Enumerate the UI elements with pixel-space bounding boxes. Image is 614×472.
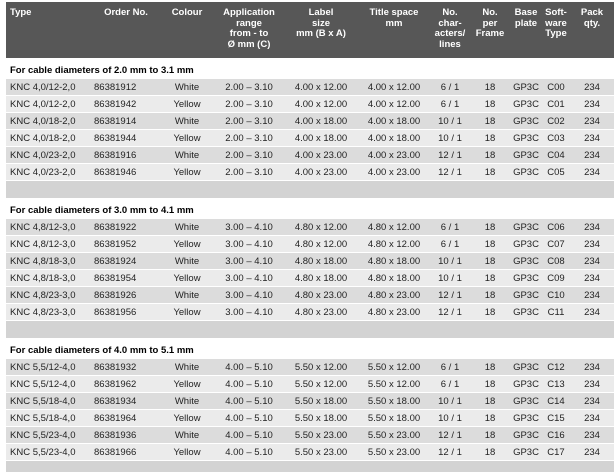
product-table-sheet bbox=[6, 2, 594, 472]
cell-characters-lines: 12 / 1 bbox=[430, 427, 470, 444]
header-line: Application bbox=[214, 8, 284, 19]
cell-application-range: 3.00 – 4.10 bbox=[214, 236, 284, 253]
cell-software-type: C16 bbox=[542, 427, 570, 444]
cell-colour: White bbox=[160, 253, 214, 270]
cell-label-size: 4.80 x 12.00 bbox=[284, 219, 358, 236]
cell-colour: Yellow bbox=[160, 376, 214, 393]
cell-order-no: 86381934 bbox=[92, 393, 160, 410]
section-title-row bbox=[6, 202, 614, 219]
header-line: Soft- bbox=[542, 8, 570, 19]
header-line: mm (B x A) bbox=[284, 29, 358, 40]
table-row bbox=[6, 444, 614, 461]
cell-pack-qty: 234 bbox=[570, 147, 614, 164]
cell-application-range: 4.00 – 5.10 bbox=[214, 427, 284, 444]
table-row bbox=[6, 164, 614, 181]
cell-base-plate: GP3C bbox=[510, 359, 542, 376]
cell-application-range: 2.00 – 3.10 bbox=[214, 79, 284, 96]
cell-type: KNC 5,5/12-4,0 bbox=[6, 359, 92, 376]
cell-per-frame: 18 bbox=[470, 444, 510, 461]
cell-application-range: 3.00 – 4.10 bbox=[214, 270, 284, 287]
cell-base-plate: GP3C bbox=[510, 287, 542, 304]
header-line: Frame bbox=[470, 29, 510, 40]
cell-colour: White bbox=[160, 287, 214, 304]
cell-application-range: 4.00 – 5.10 bbox=[214, 444, 284, 461]
cell-type: KNC 4,8/12-3,0 bbox=[6, 219, 92, 236]
cell-order-no: 86381932 bbox=[92, 359, 160, 376]
cell-characters-lines: 12 / 1 bbox=[430, 304, 470, 321]
cell-title-space: 4.00 x 23.00 bbox=[358, 147, 430, 164]
table-row bbox=[6, 304, 614, 321]
cell-label-size: 4.00 x 18.00 bbox=[284, 113, 358, 130]
cell-characters-lines: 6 / 1 bbox=[430, 79, 470, 96]
cell-label-size: 4.00 x 23.00 bbox=[284, 147, 358, 164]
cell-colour: Yellow bbox=[160, 164, 214, 181]
cell-order-no: 86381964 bbox=[92, 410, 160, 427]
cell-type: KNC 4,8/23-3,0 bbox=[6, 287, 92, 304]
cell-order-no: 86381962 bbox=[92, 376, 160, 393]
header-title-space bbox=[358, 2, 430, 58]
cell-pack-qty: 234 bbox=[570, 410, 614, 427]
table-row bbox=[6, 270, 614, 287]
header-line: ware bbox=[542, 19, 570, 30]
cell-order-no: 86381922 bbox=[92, 219, 160, 236]
cell-characters-lines: 6 / 1 bbox=[430, 219, 470, 236]
cell-per-frame: 18 bbox=[470, 253, 510, 270]
cell-application-range: 2.00 – 3.10 bbox=[214, 96, 284, 113]
header-characters-lines bbox=[430, 2, 470, 58]
cell-type: KNC 4,8/18-3,0 bbox=[6, 253, 92, 270]
cell-per-frame: 18 bbox=[470, 287, 510, 304]
cell-type: KNC 5,5/18-4,0 bbox=[6, 393, 92, 410]
table-row bbox=[6, 410, 614, 427]
cell-software-type: C10 bbox=[542, 287, 570, 304]
cell-base-plate: GP3C bbox=[510, 147, 542, 164]
cell-per-frame: 18 bbox=[470, 359, 510, 376]
cell-label-size: 4.00 x 12.00 bbox=[284, 96, 358, 113]
cell-base-plate: GP3C bbox=[510, 253, 542, 270]
table-header bbox=[6, 2, 614, 58]
cell-per-frame: 18 bbox=[470, 113, 510, 130]
cell-order-no: 86381966 bbox=[92, 444, 160, 461]
cell-base-plate: GP3C bbox=[510, 130, 542, 147]
cell-type: KNC 5,5/12-4,0 bbox=[6, 376, 92, 393]
cell-colour: White bbox=[160, 359, 214, 376]
cell-pack-qty: 234 bbox=[570, 359, 614, 376]
cell-application-range: 2.00 – 3.10 bbox=[214, 113, 284, 130]
cell-colour: Yellow bbox=[160, 96, 214, 113]
cell-title-space: 4.80 x 18.00 bbox=[358, 253, 430, 270]
cell-type: KNC 5,5/23-4,0 bbox=[6, 427, 92, 444]
cell-order-no: 86381916 bbox=[92, 147, 160, 164]
cell-title-space: 5.50 x 23.00 bbox=[358, 444, 430, 461]
cell-application-range: 3.00 – 4.10 bbox=[214, 253, 284, 270]
cell-title-space: 5.50 x 18.00 bbox=[358, 410, 430, 427]
header-line: range bbox=[214, 19, 284, 30]
cell-colour: White bbox=[160, 113, 214, 130]
cell-label-size: 4.00 x 18.00 bbox=[284, 130, 358, 147]
cell-colour: Yellow bbox=[160, 130, 214, 147]
cell-order-no: 86381954 bbox=[92, 270, 160, 287]
cell-software-type: C11 bbox=[542, 304, 570, 321]
header-label-size bbox=[284, 2, 358, 58]
header-base-plate bbox=[510, 2, 542, 58]
cell-colour: White bbox=[160, 147, 214, 164]
header-line: Label bbox=[284, 8, 358, 19]
header-type: Type bbox=[6, 2, 92, 58]
section-title: For cable diameters of 4.0 mm to 5.1 mm bbox=[6, 342, 614, 359]
header-line: qty. bbox=[570, 19, 614, 30]
cell-type: KNC 4,0/18-2,0 bbox=[6, 130, 92, 147]
cell-title-space: 4.00 x 12.00 bbox=[358, 96, 430, 113]
cell-pack-qty: 234 bbox=[570, 270, 614, 287]
cell-title-space: 4.80 x 23.00 bbox=[358, 304, 430, 321]
cell-application-range: 2.00 – 3.10 bbox=[214, 147, 284, 164]
cell-per-frame: 18 bbox=[470, 270, 510, 287]
cell-software-type: C06 bbox=[542, 219, 570, 236]
table-row bbox=[6, 287, 614, 304]
cell-order-no: 86381944 bbox=[92, 130, 160, 147]
cell-order-no: 86381942 bbox=[92, 96, 160, 113]
header-line: No. bbox=[430, 8, 470, 19]
product-table bbox=[6, 2, 614, 472]
cell-pack-qty: 234 bbox=[570, 113, 614, 130]
header-colour: Colour bbox=[160, 2, 214, 58]
cell-type: KNC 4,0/23-2,0 bbox=[6, 164, 92, 181]
cell-software-type: C00 bbox=[542, 79, 570, 96]
cell-type: KNC 4,8/23-3,0 bbox=[6, 304, 92, 321]
cell-title-space: 4.80 x 18.00 bbox=[358, 270, 430, 287]
header-row bbox=[6, 2, 614, 58]
header-line: Pack bbox=[570, 8, 614, 19]
table-row bbox=[6, 236, 614, 253]
header-line: Title space bbox=[358, 8, 430, 19]
cell-characters-lines: 12 / 1 bbox=[430, 164, 470, 181]
header-line: Type bbox=[542, 29, 570, 40]
cell-title-space: 4.00 x 18.00 bbox=[358, 113, 430, 130]
section-divider-band bbox=[6, 321, 614, 339]
header-line: plate bbox=[510, 19, 542, 30]
cell-software-type: C13 bbox=[542, 376, 570, 393]
cell-base-plate: GP3C bbox=[510, 79, 542, 96]
cell-characters-lines: 10 / 1 bbox=[430, 130, 470, 147]
cell-label-size: 5.50 x 23.00 bbox=[284, 444, 358, 461]
cell-title-space: 5.50 x 12.00 bbox=[358, 376, 430, 393]
cell-type: KNC 5,5/18-4,0 bbox=[6, 410, 92, 427]
cell-characters-lines: 6 / 1 bbox=[430, 359, 470, 376]
cell-per-frame: 18 bbox=[470, 130, 510, 147]
cell-per-frame: 18 bbox=[470, 410, 510, 427]
cell-title-space: 4.80 x 23.00 bbox=[358, 287, 430, 304]
cell-software-type: C15 bbox=[542, 410, 570, 427]
cell-software-type: C14 bbox=[542, 393, 570, 410]
section-divider-band bbox=[6, 461, 614, 472]
cell-per-frame: 18 bbox=[470, 96, 510, 113]
cell-base-plate: GP3C bbox=[510, 113, 542, 130]
table-row bbox=[6, 393, 614, 410]
cell-label-size: 4.80 x 18.00 bbox=[284, 253, 358, 270]
cell-title-space: 4.80 x 12.00 bbox=[358, 219, 430, 236]
cell-pack-qty: 234 bbox=[570, 376, 614, 393]
table-row bbox=[6, 130, 614, 147]
cell-application-range: 3.00 – 4.10 bbox=[214, 287, 284, 304]
cell-software-type: C01 bbox=[542, 96, 570, 113]
cell-application-range: 2.00 – 3.10 bbox=[214, 164, 284, 181]
cell-characters-lines: 6 / 1 bbox=[430, 376, 470, 393]
cell-label-size: 5.50 x 18.00 bbox=[284, 410, 358, 427]
cell-per-frame: 18 bbox=[470, 79, 510, 96]
divider-cell bbox=[6, 181, 614, 199]
cell-software-type: C17 bbox=[542, 444, 570, 461]
table-row bbox=[6, 96, 614, 113]
header-line: Ø mm (C) bbox=[214, 40, 284, 51]
header-software-type bbox=[542, 2, 570, 58]
divider-cell bbox=[6, 461, 614, 472]
cell-software-type: C03 bbox=[542, 130, 570, 147]
header-pack-qty bbox=[570, 2, 614, 58]
cell-software-type: C09 bbox=[542, 270, 570, 287]
cell-application-range: 4.00 – 5.10 bbox=[214, 410, 284, 427]
cell-base-plate: GP3C bbox=[510, 376, 542, 393]
header-line: from - to bbox=[214, 29, 284, 40]
cell-software-type: C07 bbox=[542, 236, 570, 253]
table-body bbox=[6, 58, 614, 472]
header-application-range bbox=[214, 2, 284, 58]
cell-software-type: C02 bbox=[542, 113, 570, 130]
cell-characters-lines: 12 / 1 bbox=[430, 287, 470, 304]
cell-title-space: 5.50 x 18.00 bbox=[358, 393, 430, 410]
cell-title-space: 4.00 x 12.00 bbox=[358, 79, 430, 96]
cell-order-no: 86381946 bbox=[92, 164, 160, 181]
cell-colour: Yellow bbox=[160, 444, 214, 461]
cell-type: KNC 4,0/18-2,0 bbox=[6, 113, 92, 130]
header-order-no: Order No. bbox=[92, 2, 160, 58]
cell-base-plate: GP3C bbox=[510, 270, 542, 287]
cell-pack-qty: 234 bbox=[570, 79, 614, 96]
section-title: For cable diameters of 3.0 mm to 4.1 mm bbox=[6, 202, 614, 219]
cell-type: KNC 4,0/12-2,0 bbox=[6, 79, 92, 96]
cell-application-range: 4.00 – 5.10 bbox=[214, 393, 284, 410]
cell-per-frame: 18 bbox=[470, 164, 510, 181]
cell-order-no: 86381912 bbox=[92, 79, 160, 96]
cell-title-space: 4.80 x 12.00 bbox=[358, 236, 430, 253]
cell-title-space: 4.00 x 18.00 bbox=[358, 130, 430, 147]
cell-characters-lines: 10 / 1 bbox=[430, 113, 470, 130]
cell-characters-lines: 10 / 1 bbox=[430, 410, 470, 427]
cell-title-space: 5.50 x 12.00 bbox=[358, 359, 430, 376]
header-line: per bbox=[470, 19, 510, 30]
header-line: acters/ bbox=[430, 29, 470, 40]
cell-software-type: C12 bbox=[542, 359, 570, 376]
header-line: size bbox=[284, 19, 358, 30]
cell-order-no: 86381936 bbox=[92, 427, 160, 444]
table-row bbox=[6, 219, 614, 236]
table-row bbox=[6, 427, 614, 444]
cell-order-no: 86381914 bbox=[92, 113, 160, 130]
cell-colour: Yellow bbox=[160, 270, 214, 287]
cell-order-no: 86381956 bbox=[92, 304, 160, 321]
cell-title-space: 5.50 x 23.00 bbox=[358, 427, 430, 444]
cell-software-type: C05 bbox=[542, 164, 570, 181]
cell-application-range: 3.00 – 4.10 bbox=[214, 219, 284, 236]
cell-label-size: 5.50 x 12.00 bbox=[284, 359, 358, 376]
cell-colour: White bbox=[160, 79, 214, 96]
table-row bbox=[6, 253, 614, 270]
cell-pack-qty: 234 bbox=[570, 236, 614, 253]
cell-application-range: 4.00 – 5.10 bbox=[214, 376, 284, 393]
cell-label-size: 4.80 x 23.00 bbox=[284, 287, 358, 304]
section-title-row bbox=[6, 342, 614, 359]
cell-base-plate: GP3C bbox=[510, 219, 542, 236]
cell-per-frame: 18 bbox=[470, 236, 510, 253]
cell-characters-lines: 12 / 1 bbox=[430, 444, 470, 461]
header-line: mm bbox=[358, 19, 430, 30]
cell-pack-qty: 234 bbox=[570, 164, 614, 181]
cell-characters-lines: 10 / 1 bbox=[430, 393, 470, 410]
cell-type: KNC 5,5/23-4,0 bbox=[6, 444, 92, 461]
cell-per-frame: 18 bbox=[470, 304, 510, 321]
cell-base-plate: GP3C bbox=[510, 236, 542, 253]
cell-label-size: 5.50 x 23.00 bbox=[284, 427, 358, 444]
section-title: For cable diameters of 2.0 mm to 3.1 mm bbox=[6, 62, 614, 79]
cell-pack-qty: 234 bbox=[570, 96, 614, 113]
cell-pack-qty: 234 bbox=[570, 287, 614, 304]
cell-label-size: 4.00 x 12.00 bbox=[284, 79, 358, 96]
table-row bbox=[6, 376, 614, 393]
header-line: No. bbox=[470, 8, 510, 19]
cell-label-size: 4.00 x 23.00 bbox=[284, 164, 358, 181]
cell-base-plate: GP3C bbox=[510, 427, 542, 444]
cell-colour: White bbox=[160, 393, 214, 410]
cell-colour: Yellow bbox=[160, 410, 214, 427]
section-title-row bbox=[6, 62, 614, 79]
cell-type: KNC 4,0/23-2,0 bbox=[6, 147, 92, 164]
cell-colour: Yellow bbox=[160, 236, 214, 253]
divider-cell bbox=[6, 321, 614, 339]
cell-label-size: 5.50 x 12.00 bbox=[284, 376, 358, 393]
cell-base-plate: GP3C bbox=[510, 304, 542, 321]
table-row bbox=[6, 359, 614, 376]
cell-per-frame: 18 bbox=[470, 147, 510, 164]
cell-pack-qty: 234 bbox=[570, 304, 614, 321]
cell-characters-lines: 10 / 1 bbox=[430, 270, 470, 287]
cell-colour: White bbox=[160, 427, 214, 444]
cell-characters-lines: 6 / 1 bbox=[430, 96, 470, 113]
cell-type: KNC 4,8/18-3,0 bbox=[6, 270, 92, 287]
header-line: char- bbox=[430, 19, 470, 30]
cell-colour: Yellow bbox=[160, 304, 214, 321]
cell-per-frame: 18 bbox=[470, 393, 510, 410]
cell-per-frame: 18 bbox=[470, 427, 510, 444]
cell-order-no: 86381926 bbox=[92, 287, 160, 304]
cell-application-range: 3.00 – 4.10 bbox=[214, 304, 284, 321]
cell-base-plate: GP3C bbox=[510, 410, 542, 427]
cell-type: KNC 4,8/12-3,0 bbox=[6, 236, 92, 253]
cell-pack-qty: 234 bbox=[570, 427, 614, 444]
cell-per-frame: 18 bbox=[470, 219, 510, 236]
header-line: lines bbox=[430, 40, 470, 51]
cell-colour: White bbox=[160, 219, 214, 236]
cell-type: KNC 4,0/12-2,0 bbox=[6, 96, 92, 113]
cell-label-size: 4.80 x 18.00 bbox=[284, 270, 358, 287]
cell-characters-lines: 6 / 1 bbox=[430, 236, 470, 253]
table-row bbox=[6, 147, 614, 164]
header-per-frame bbox=[470, 2, 510, 58]
cell-title-space: 4.00 x 23.00 bbox=[358, 164, 430, 181]
cell-software-type: C08 bbox=[542, 253, 570, 270]
cell-characters-lines: 10 / 1 bbox=[430, 253, 470, 270]
cell-order-no: 86381924 bbox=[92, 253, 160, 270]
cell-application-range: 2.00 – 3.10 bbox=[214, 130, 284, 147]
table-row bbox=[6, 79, 614, 96]
cell-pack-qty: 234 bbox=[570, 393, 614, 410]
cell-base-plate: GP3C bbox=[510, 96, 542, 113]
cell-pack-qty: 234 bbox=[570, 219, 614, 236]
cell-application-range: 4.00 – 5.10 bbox=[214, 359, 284, 376]
cell-characters-lines: 12 / 1 bbox=[430, 147, 470, 164]
table-row bbox=[6, 113, 614, 130]
cell-base-plate: GP3C bbox=[510, 393, 542, 410]
cell-base-plate: GP3C bbox=[510, 164, 542, 181]
cell-software-type: C04 bbox=[542, 147, 570, 164]
cell-pack-qty: 234 bbox=[570, 444, 614, 461]
cell-base-plate: GP3C bbox=[510, 444, 542, 461]
cell-pack-qty: 234 bbox=[570, 253, 614, 270]
header-line: Base bbox=[510, 8, 542, 19]
cell-per-frame: 18 bbox=[470, 376, 510, 393]
cell-pack-qty: 234 bbox=[570, 130, 614, 147]
cell-label-size: 5.50 x 18.00 bbox=[284, 393, 358, 410]
cell-order-no: 86381952 bbox=[92, 236, 160, 253]
cell-label-size: 4.80 x 23.00 bbox=[284, 304, 358, 321]
section-divider-band bbox=[6, 181, 614, 199]
cell-label-size: 4.80 x 12.00 bbox=[284, 236, 358, 253]
